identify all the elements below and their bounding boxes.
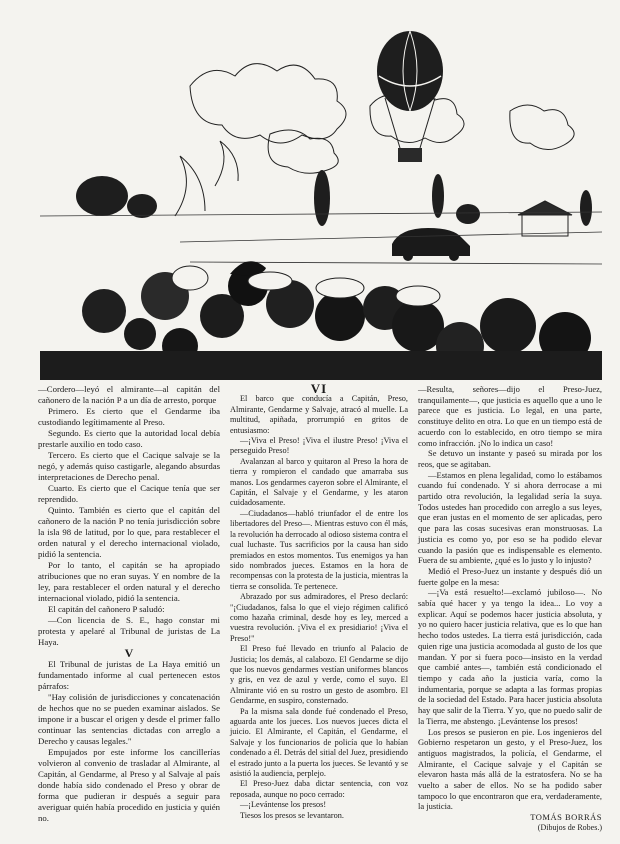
text-column-2 <box>230 381 408 821</box>
paragraph: Avalanzan al barco y quitaron al Preso la hora de tierra y rompieron el candado que amarraba sus manos. Los gendarmes cayeron sobre el Almirante, el Capitán, el Salvaje y el Gendarme, y les ataron cuidadosamente. <box>230 456 408 508</box>
paragraph: Quinto. También es cierto que el capitán del cañonero de la nación P no tenía jurisdicción sobre la isla 98 de latitud, por lo que, para restablecer el orden natural y el derecho internacional violado, pidió la sentencia. <box>38 505 220 559</box>
paragraph: —¡Viva el Preso! ¡Viva el ilustre Preso! ¡Viva el perseguido Preso! <box>230 436 408 456</box>
paragraph: Primero. Es cierto que el Gendarme iba custodiando legítimamente al Preso. <box>38 406 220 427</box>
paragraph: El barco que conducía a Capitán, Preso, Almirante, Gendarme y Salvaje, atracó al muelle. La multitud, apiñada, prorrumpió en gritos de entusiasmo: <box>230 394 408 435</box>
flags <box>175 141 238 216</box>
house <box>518 201 572 236</box>
paragraph: Empujados por este informe los cancillerías volvieron al convenio de trasladar al Almirante, al Capitán, al Gendarme, al Preso y al Salvaje al país donde había sido condenado el Preso y obrar de forma que pudieran ir después a seguir para averiguar quién había procedido en justicia y quién no. <box>38 747 220 823</box>
paragraph: Cuarto. Es cierto que el Cacique tenía que ser reprendido. <box>38 483 220 504</box>
paragraph: Tiesos los presos se levantaron. <box>240 810 344 820</box>
paragraph: Pa la misma sala donde fué condenado el Preso, aguarda ante los jueces. Los nuevos jueces dicta el juicio. El Almirante, el Capitán, el Gendarme, el Salvaje y los funcionarios de policía que lo habían condenado a él. Detrás del sitial del Juez, presidiendo el estrado junto a la puerta los jueces. Se levantó y se asistió la audiencia, perplejo. <box>230 706 408 779</box>
illustration-credit: (Dibujos de Robes.) <box>537 822 602 832</box>
text-column-1 <box>38 384 220 824</box>
paragraph: —¡Va está resuelto!—exclamó jubiloso—. No sabía qué hacer y ya tengo la idea... Lo voy a explicar. Aquí se podemos hacer justicia absoluta, y yo no quiero hacer justicia relativa, que es lo que han hecho todos ustedes. La tierra está jurisdicción, cada quien rige una justicia acomodada al gusto de los que mandan. Y por si fuera poco—insisto en la verdad que cambié antes—, también está condicionado el tiempo y cada año la justicia varía, como la indumentaria, porque se adapta a las formas propias de la sociedad del Estado. Para hacer justicia absoluta hay que salir de la Tierra. Y yo, que no puedo salir de la Tierra, me abstengo. ¡Levántense los presos! <box>418 587 602 726</box>
paragraph: Por lo tanto, el capitán se ha apropiado atribuciones que no eran suyas. Y en nombre de la ley, para restablecer el orden natural y el derecho internacional violado, pidió la sentencia. <box>38 560 220 603</box>
text-column-3 <box>418 384 602 834</box>
chapter-heading: V <box>124 646 134 660</box>
paragraph: —Estamos en plena legalidad, como lo estábamos cuando fuí condenado. Y si ahora derrocase a mi partido otra revolución, la legalidad sería la suya. Todos ustedes han procedido con arreglo a sus leyes, que eran justas en el momento de ser aplicadas, pero que para las cosas sucesivas eran monstruosas. La justicia es como yo, por eso se ha podido elevar cuando la pasión que es indispensable es elemento. Fuera de su ambiente, ¿qué es lo justo y lo injusto? <box>418 469 602 566</box>
paragraph: —Con licencia de S. E., hago constar mi protesta y apelaré al Tribunal de juristas de La Haya. <box>38 615 220 647</box>
paragraph: "Hay colisión de jurisdicciones y concatenación de hechos que no se pueden examinar aislados. Se impone ir a buscar el origen y desde el primer fallo continuar las sentencias dictadas con arreglo a Derecho y causas legales." <box>38 692 220 746</box>
paragraph: Segundo. Es cierto que la autoridad local debía prestarle auxilio en todo caso. <box>38 428 220 449</box>
author-signature: TOMÁS BORRÁS <box>530 812 602 823</box>
paragraph: Abrazado por sus admiradores, el Preso declaró: "¡Ciudadanos, falsa lo que el viejo régimen calificó como hazaña criminal, desde hoy es ley, merced a vuestra revolución. ¡Viva el ex presidiario! ¡Viva el Preso!" <box>230 592 408 643</box>
paragraph: Los presos se pusieron en pie. Los ingenieros del Gobierno respetaron un gesto, y el Preso-Juez, los antiguos magistrados, la policía, el Gendarme, el Almirante, el Cacique salvaje y el Capitán se elevaron hasta más allá de la estratosfera. No se ha vuelto a saber de ellos. No se ha podido saber tampoco lo que encontraron que era, verdaderamente, la justicia. <box>418 726 602 812</box>
paragraph: El Tribunal de juristas de La Haya emitió un fundamentado informe al cual pertenecen estos párrafos: <box>38 659 220 691</box>
paragraph: El Preso fué llevado en triunfo al Palacio de Justicia; los demás, al calabozo. El Gendarme se dijo que los nuevos gendarmes vestían uniformes blancos y gris, en vez de azul y verde, como el suyo. El Almirante vió en su rostro un gesto de asombro. El Gendarme, en suspiro, consternado. <box>230 644 408 706</box>
trees <box>76 170 592 226</box>
paragraph: —Cordero—leyó el almirante—al capitán del cañonero de la nación P a un día de arresto, porque <box>38 384 220 405</box>
paragraph: —¡Levántense los presos! <box>240 800 327 810</box>
crowd <box>40 261 602 380</box>
paragraph: Tercero. Es cierto que el Cacique salvaje se la negó, y además quiso castigarle, alegando absurdas interpretaciones de Derecho penal. <box>38 450 220 482</box>
paragraph: —Ciudadanos—habló triunfador el de entre los libertadores del Preso—. Mientras estuvo con él más, la revolución ha derrocado al odioso sistema contra el cual luchaste. Tus sacrificios por la causa han sido premiados en estos momentos. Tus enemigos ya han sido nombrados jueces. Estamos en la hora de recompensas con la protesta de la justicia, mientras la tierra se consolida. Te pertenece. <box>230 508 408 591</box>
car <box>392 228 470 261</box>
paragraph: —Resulta, señores—dijo el Preso-Juez, tranquilamente—, que justicia es aquello que a uno le parece que es justicia. Lo legal, en una parte, constituye delito en otra. Lo que en un tiempo está de acuerdo con lo establecido, en otro tiempo se mira como infracción. ¡No lo indica un caso! <box>418 384 602 448</box>
paragraph: Se detuvo un instante y paseó su mirada por los reos, que se agitaban. <box>418 448 602 469</box>
chapter-heading: VI <box>310 381 328 396</box>
paragraph: Medió el Preso-Juez un instante y después dió un fuerte golpe en la mesa: <box>418 565 602 587</box>
paragraph: El Preso-Juez daba dictar sentencia, con voz reposada, aunque no poco cerrado: <box>230 779 408 799</box>
paragraph: El capitán del cañonero P saludó: <box>48 604 165 614</box>
illustration <box>40 16 602 380</box>
